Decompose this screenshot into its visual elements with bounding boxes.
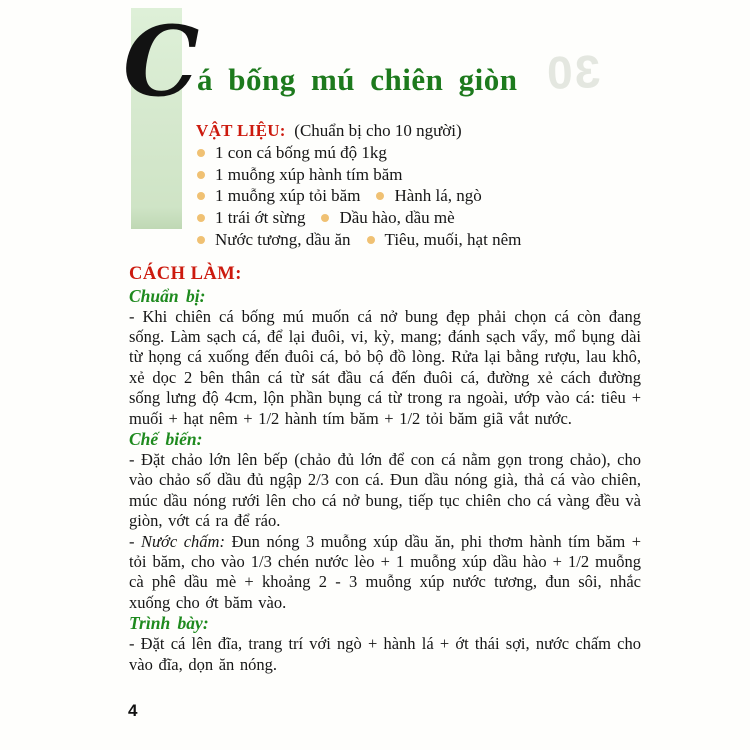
- recipe-title-text: á bống mú chiên giòn: [197, 62, 518, 97]
- ingredients-section: [196, 120, 641, 251]
- drop-cap-initial: C: [123, 5, 200, 118]
- ingredient-text: Nước tương, dầu ăn: [215, 229, 351, 249]
- method-subheading: Trình bày:: [129, 613, 209, 634]
- ingredient-item: [196, 164, 641, 186]
- ingredient-text-secondary: Dầu hào, dầu mè: [339, 208, 455, 228]
- recipe-title: [123, 5, 641, 118]
- ingredient-text-secondary: Tiêu, muối, hạt nêm: [384, 229, 522, 249]
- ingredient-text: 1 muỗng xúp tỏi băm: [215, 186, 361, 206]
- method-paragraph: - Đặt chảo lớn lên bếp (chảo đủ lớn để con cá nằm gọn trong chảo), cho vào chảo số dầu đủ ngập 2/3 con cá. Đun dầu nóng già, thả cá vào chiên, múc dầu nóng rưới lên cho cá nở bung, tiếp tục chiên cho cá vàng đều và giòn, vớt cá ra để ráo.: [129, 449, 641, 531]
- method-paragraph: - Đặt cá lên đĩa, trang trí với ngò + hành lá + ớt thái sợi, nước chấm cho vào đĩa, dọn ăn nóng.: [129, 634, 641, 674]
- ingredient-item: [196, 207, 641, 229]
- method-section: [129, 262, 641, 676]
- ingredient-text: 1 trái ớt sừng: [215, 208, 306, 228]
- method-paragraph: - Nước chấm: Đun nóng 3 muỗng xúp dầu ăn, phi thơm hành tím băm + tỏi băm, cho vào 1/3 chén nước lèo + 1 muỗng xúp dầu hào + 1/2 muỗng cà phê dầu mè + khoảng 2 - 3 muỗng xúp nước tương, đun sôi, nhắc xuống cho ớt băm vào.: [129, 531, 642, 612]
- method-paragraph: - Khi chiên cá bống mú muốn cá nở bung đẹp phải chọn cá còn đang sống. Làm sạch cá, để lại đuôi, vi, kỳ, mang; đánh sạch vẩy, mổ bụng dài từ họng cá xuống đến đuôi cá, bỏ bộ đồ lòng. Rửa lại bằng rượu, lau khô, xẻ dọc 2 bên thân cá từ sát đầu cá đến đuôi cá, đường xẻ cách đường sống lưng độ 4cm, lộn phần bụng cá từ trong ra ngoài, ướp vào cá: tiêu + muối + hạt nêm + 1/2 hành tím băm + 1/2 tỏi băm giã vắt nước.: [129, 306, 641, 428]
- bullet-icon: [367, 236, 375, 244]
- serving-note-text: (Chuẩn bị cho 10 người): [294, 121, 462, 140]
- method-subheading: Chuẩn bị:: [129, 285, 206, 306]
- method-subsection: [129, 429, 641, 613]
- method-paragraphs: [129, 307, 641, 429]
- method-heading: CÁCH LÀM:: [129, 263, 242, 284]
- method-sections: [129, 286, 641, 676]
- page-content: [123, 5, 642, 675]
- ingredient-item: [196, 185, 641, 207]
- ingredient-item: [196, 229, 641, 251]
- ingredient-text-secondary: Hành lá, ngò: [394, 186, 482, 206]
- page-number: 4: [128, 701, 138, 720]
- ingredients-header-line: [196, 120, 641, 142]
- method-subsection: [129, 613, 641, 675]
- ingredient-text: 1 muỗng xúp hành tím băm: [215, 164, 403, 184]
- method-paragraphs: [129, 450, 641, 613]
- method-subheading: Chế biến:: [129, 428, 203, 449]
- ingredient-text: 1 con cá bống mú độ 1kg: [215, 143, 387, 162]
- ingredients-heading: VẬT LIỆU:: [196, 121, 286, 140]
- method-subsection: [129, 286, 641, 429]
- bullet-icon: [321, 214, 329, 222]
- bullet-icon: [376, 192, 384, 200]
- page-showthrough-watermark: 30: [544, 45, 602, 99]
- ingredients-list: [196, 142, 641, 251]
- method-paragraphs: [129, 634, 641, 675]
- ingredient-item: [196, 142, 641, 164]
